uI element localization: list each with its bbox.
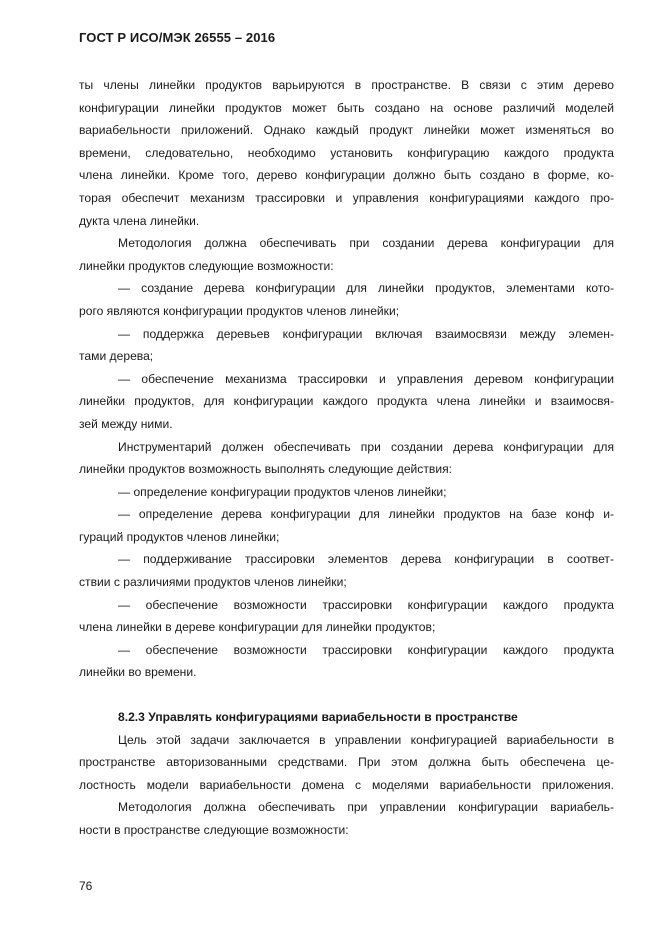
- list-item-line: — поддержка деревьев конфигурации включая взаимосвязи между элемен-: [118, 326, 614, 341]
- paragraph-first-line: Инструментарий должен обеспечивать при создании дерева конфигурации для: [118, 439, 614, 454]
- paragraph-last-line: зей между ними.: [79, 416, 173, 431]
- list-item-line: — обеспечение возможности трассировки конфигурации каждого продукта: [118, 642, 614, 657]
- paragraph-last-line: рого являются конфигурации продуктов членов линейки;: [79, 303, 400, 318]
- paragraph-last-line: тами дерева;: [79, 349, 154, 364]
- list-item-line: — поддерживание трассировки элементов дерева конфигурации в соответ-: [118, 552, 614, 567]
- paragraph-line: линейки продуктов, для конфигурации каждого продукта члена линейки и взаимосвя-: [79, 394, 614, 409]
- paragraph-last-line: ствии с различиями продуктов членов линейки;: [79, 575, 347, 590]
- list-item-line: — создание дерева конфигурации для линейки продуктов, элементами кото-: [118, 281, 614, 296]
- list-item-line: — обеспечение возможности трассировки конфигурации каждого продукта: [118, 597, 614, 612]
- paragraph-line: члена линейки. Кроме того, дерево конфигурации должно быть создано в форме, ко-: [79, 168, 614, 183]
- paragraph-line: пространстве авторизованными средствами. При этом должна быть обеспечена це-: [79, 755, 614, 770]
- paragraph-line: торая обеспечит механизм трассировки и управления конфигурациями каждого про-: [79, 190, 614, 205]
- paragraph-last-line: линейки во времени.: [79, 665, 197, 680]
- paragraph-line: ты члены линейки продуктов варьируются в пространстве. В связи с этим дерево: [79, 78, 614, 92]
- paragraph-line: конфигурации линейки продуктов может быть создано на основе различий моделей: [79, 100, 614, 115]
- paragraph-first-line: Цель этой задачи заключается в управлении конфигурацией вариабельности в: [118, 732, 614, 747]
- document-header: ГОСТ Р ИСО/МЭК 26555 – 2016: [79, 30, 276, 45]
- document-body: [79, 74, 614, 842]
- paragraph-line: вариабельности приложений. Однако каждый продукт линейки может изменяться во: [79, 123, 614, 138]
- paragraph-last-line: гураций продуктов членов линейки;: [79, 529, 280, 544]
- paragraph-last-line: члена линейки в дереве конфигурации для линейки продуктов;: [79, 620, 436, 635]
- paragraph-line: лостность модели вариабельности домена с моделями вариабельности приложения.: [79, 777, 614, 792]
- list-item-line: — обеспечение механизма трассировки и управления деревом конфигурации: [118, 371, 614, 386]
- paragraph-last-line: линейки продуктов следующие возможности:: [79, 258, 334, 273]
- list-item-line: — определение конфигурации продуктов членов линейки;: [118, 484, 447, 499]
- paragraph-last-line: ности в пространстве следующие возможности:: [79, 823, 349, 837]
- page-number: 76: [79, 879, 93, 893]
- paragraph-first-line: Методология должна обеспечивать при создании дерева конфигурации для: [118, 236, 614, 251]
- paragraph-last-line: дукта члена линейки.: [79, 213, 200, 228]
- section-gap: [79, 684, 614, 706]
- paragraph-line: времени, следовательно, необходимо установить конфигурацию каждого продукта: [79, 145, 614, 160]
- paragraph-first-line: Методология должна обеспечивать при управлении конфигурации вариабель-: [118, 800, 614, 815]
- list-item-line: — определение дерева конфигурации для линейки продуктов на базе конф и-: [118, 507, 614, 522]
- paragraph-last-line: линейки продуктов возможность выполнять следующие действия:: [79, 462, 452, 477]
- section-heading: 8.2.3 Управлять конфигурациями вариабельности в пространстве: [118, 710, 518, 725]
